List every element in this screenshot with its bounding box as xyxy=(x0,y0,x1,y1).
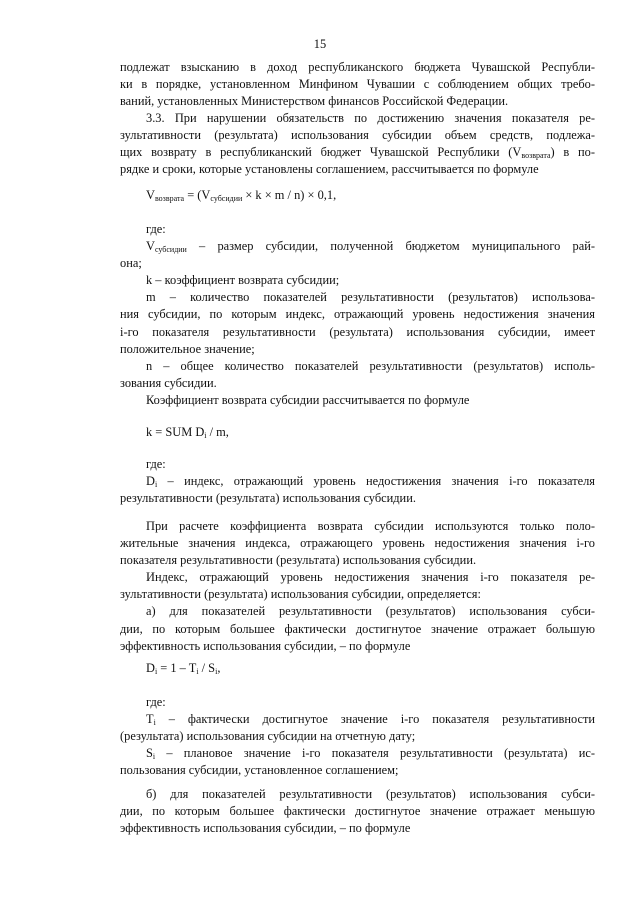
text-line: $S_i$ – плановое значение i-го показателя результативности (результата) ис- xyxy=(146,746,595,762)
text-line: ки в порядке, установленном Минфином Чувашии с соблюдением общих требо- xyxy=(120,77,595,92)
text-line: б) для показателей результативности (результатов) использования субси- xyxy=(146,787,595,801)
text-line: $V_{субсидии}$ – размер субсидии, полученной бюджетом муниципального рай- xyxy=(146,239,595,255)
text-line: щих возврату в республиканский бюджет Чувашской Республики $(V_{возврата})$ в по- xyxy=(120,145,595,161)
paragraph-penalty-collection xyxy=(120,59,595,110)
text-line: $T_i$ – фактически достигнутое значение i-го показателя результативности xyxy=(146,712,595,728)
text-line: показателя результативности (результата) использования субсидии. xyxy=(120,553,477,568)
text-line: 3.3. При нарушении обязательств по достижению значения показателя ре- xyxy=(146,111,595,125)
paragraph-b xyxy=(120,786,595,837)
text-line: рядке и сроки, которые установлены соглашением, рассчитывается по формуле xyxy=(120,162,539,177)
text-line: а) для показателей результативности (результатов) использования субси- xyxy=(146,604,595,619)
text-line: дии, по которым большее фактически достигнутое значение отражает меньшую xyxy=(120,804,595,819)
text-line: пользования субсидии, установленное соглашением; xyxy=(120,763,399,778)
text-line: n – общее количество показателей результативности (результатов) исполь- xyxy=(146,358,595,373)
text-line: зультативности (результата) использования субсидии объем средств, подлежа- xyxy=(120,128,595,143)
text-line: подлежат взысканию в доход республиканского бюджета Чувашской Республи- xyxy=(120,60,595,74)
where-label: где: xyxy=(146,695,166,709)
text-line: ваний, установленных Министерством финансов Российской Федерации. xyxy=(120,94,509,109)
text-line: результативности (результата) использования субсидии. xyxy=(120,491,416,506)
text-line: зования субсидии. xyxy=(120,375,217,390)
paragraph-positive-values xyxy=(120,518,595,655)
formula-coefficient: k = SUM $D_i$ / m, xyxy=(146,425,229,440)
text-line: m – количество показателей результативности (результатов) использова- xyxy=(146,290,595,305)
definitions-formula-1 xyxy=(120,221,595,392)
text-line: она; xyxy=(120,256,142,271)
coefficient-intro: Коэффициент возврата субсидии рассчитывается по формуле xyxy=(146,393,470,407)
page-number: 15 xyxy=(313,37,327,51)
text-line: положительное значение; xyxy=(120,341,255,356)
text-line: зультативности (результата) использования субсидии, определяется: xyxy=(120,587,481,602)
text-line: дии, по которым большее фактически достигнутое значение отражает большую xyxy=(120,621,595,636)
text-line: Индекс, отражающий уровень недостижения значения i-го показателя ре- xyxy=(146,570,595,585)
text-line: эффективность использования субсидии, – по формуле xyxy=(120,638,411,653)
text-line: эффективность использования субсидии, – по формуле xyxy=(120,821,411,836)
formula-index-a: $D_i = 1 - T_i / S_i$, xyxy=(146,661,221,676)
paragraph-3-3 xyxy=(120,110,595,178)
formula-return-volume: $V_{возврата} = (V_{субсидии} \times k \times m / n) \times 0,1$, xyxy=(146,188,337,203)
text-line: жительные значения индекса, отражающего уровень недостижения значения i-го xyxy=(120,536,595,551)
text-line: k – коэффициент возврата субсидии; xyxy=(146,273,340,288)
text-line: i-го показателя результативности (результата) использования субсидии, имеет xyxy=(120,324,595,339)
text-line: ния субсидии, по которым индекс, отражающий уровень недостижения значения xyxy=(120,307,595,322)
definitions-formula-3 xyxy=(120,694,595,779)
where-label: где: xyxy=(146,457,166,471)
definitions-formula-2 xyxy=(120,456,595,507)
text-line: (результата) использования субсидии на отчетную дату; xyxy=(120,729,416,744)
text-line: $D_i$ – индекс, отражающий уровень недостижения значения i-го показателя xyxy=(146,474,595,490)
text-line: При расчете коэффициента возврата субсидии используются только поло- xyxy=(146,519,595,533)
where-label: где: xyxy=(146,222,166,236)
